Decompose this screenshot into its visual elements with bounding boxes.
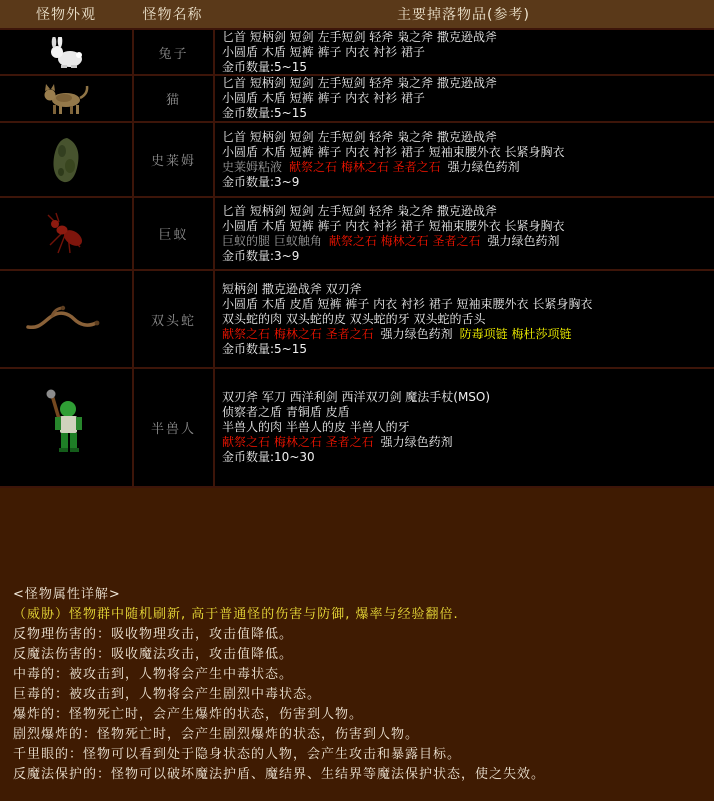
monster-row-ant bbox=[0, 196, 714, 269]
drop-line bbox=[222, 106, 714, 121]
drop-items-segment: 强力绿色药剂 bbox=[380, 326, 453, 341]
table-header-row bbox=[0, 0, 714, 28]
monster-row-snake bbox=[0, 269, 714, 367]
drop-line bbox=[222, 390, 714, 405]
monster-name: 史莱姆 bbox=[150, 154, 196, 169]
drop-line bbox=[222, 297, 714, 312]
drop-line bbox=[222, 204, 714, 219]
orc-sprite-icon bbox=[38, 387, 94, 469]
drop-line bbox=[222, 249, 714, 264]
monster-name-cell bbox=[132, 76, 213, 121]
note-line: 巨毒的：被攻击到，人物将会产生剧烈中毒状态。 bbox=[13, 687, 322, 702]
drop-line bbox=[222, 30, 714, 45]
note-line: （威胁）怪物群中随机刷新, 高于普通怪的伤害与防御, 爆率与经验翻倍. bbox=[13, 607, 459, 622]
column-header-name: 怪物名称 bbox=[142, 7, 203, 23]
monster-name-cell bbox=[132, 271, 213, 367]
drop-items-segment: 小圆盾 木盾 短裤 裤子 内衣 衬衫 裙子 bbox=[222, 91, 425, 105]
drop-items-segment: 强力绿色药剂 bbox=[487, 233, 560, 248]
drop-line bbox=[222, 76, 714, 91]
drop-items-segment: 小圆盾 木盾 短裤 裤子 内衣 衬衫 裙子 bbox=[222, 45, 425, 59]
monster-row-rabbit bbox=[0, 28, 714, 74]
monster-drops-cell bbox=[213, 271, 714, 367]
drop-line bbox=[222, 342, 714, 357]
drop-items-segment: 巨蚁的腿 巨蚁触角 bbox=[222, 233, 322, 248]
drop-line bbox=[222, 282, 714, 297]
drop-items-segment: 强力绿色药剂 bbox=[380, 435, 453, 449]
drop-items-segment: 金币数量:3~9 bbox=[222, 174, 300, 189]
note-line: 反物理伤害的：吸收物理攻击，攻击值降低。 bbox=[13, 627, 294, 642]
monster-name-cell bbox=[132, 30, 213, 75]
monster-name: 猫 bbox=[165, 93, 181, 108]
monster-drops-cell bbox=[213, 369, 714, 486]
monster-name-cell bbox=[132, 123, 213, 196]
drop-line bbox=[222, 234, 714, 249]
monster-appearance-cell bbox=[0, 123, 132, 196]
drop-items-segment: 匕首 短柄剑 短剑 左手短剑 轻斧 枭之斧 撒克逊战斧 bbox=[222, 129, 497, 144]
drop-items-segment: 献祭之石 梅林之石 圣者之石 bbox=[289, 159, 441, 174]
drop-items-segment: 金币数量:3~9 bbox=[222, 248, 300, 263]
monster-appearance-cell bbox=[0, 76, 132, 121]
drop-line bbox=[222, 435, 714, 450]
note-line: 剧烈爆炸的：怪物死亡时，会产生剧烈爆炸的状态，伤害到人物。 bbox=[13, 727, 420, 742]
monster-appearance-cell bbox=[0, 271, 132, 367]
monster-row-cat bbox=[0, 74, 714, 121]
drop-line bbox=[222, 130, 714, 145]
ant-sprite-icon bbox=[42, 211, 90, 257]
drop-items-segment: 史莱姆粘液 bbox=[222, 159, 283, 174]
note-line: 千里眼的：怪物可以看到处于隐身状态的人物，会产生攻击和暴露目标。 bbox=[13, 747, 462, 762]
cat-sprite-icon bbox=[40, 82, 92, 116]
drop-line bbox=[222, 405, 714, 420]
drop-line bbox=[222, 312, 714, 327]
monster-name: 兔子 bbox=[158, 47, 189, 62]
slime-sprite-icon bbox=[49, 136, 83, 184]
notes-lines bbox=[13, 608, 714, 782]
monster-drops-cell bbox=[213, 123, 714, 196]
drop-items-segment: 金币数量:5~15 bbox=[222, 60, 308, 74]
monster-row-slime bbox=[0, 121, 714, 196]
drop-items-segment: 金币数量:10~30 bbox=[222, 450, 315, 464]
drop-items-segment: 金币数量:5~15 bbox=[222, 341, 308, 356]
drop-line bbox=[222, 327, 714, 342]
monster-name: 双头蛇 bbox=[150, 313, 196, 329]
monster-name: 巨蚁 bbox=[158, 228, 189, 243]
drop-items-segment: 防毒项链 梅杜莎项链 bbox=[459, 326, 572, 341]
drop-items-segment: 献祭之石 梅林之石 圣者之石 bbox=[222, 326, 374, 341]
drop-line bbox=[222, 160, 714, 175]
note-line: 反魔法伤害的：吸收魔法攻击，攻击值降低。 bbox=[13, 647, 294, 662]
drop-line bbox=[222, 175, 714, 190]
monster-name-cell bbox=[132, 369, 213, 486]
drop-items-segment: 侦察者之盾 青铜盾 皮盾 bbox=[222, 405, 350, 419]
table-body bbox=[0, 28, 714, 486]
drop-items-segment: 小圆盾 木盾 短裤 裤子 内衣 衬衫 裙子 短袖束腰外衣 长紧身胸衣 bbox=[222, 218, 565, 233]
monster-drops-cell bbox=[213, 30, 714, 75]
monster-row-orc bbox=[0, 367, 714, 486]
monster-appearance-cell bbox=[0, 369, 132, 486]
monster-appearance-cell bbox=[0, 198, 132, 269]
drop-items-segment: 短柄剑 撒克逊战斧 双刃斧 bbox=[222, 281, 362, 296]
drop-items-segment: 匕首 短柄剑 短剑 左手短剑 轻斧 枭之斧 撒克逊战斧 bbox=[222, 76, 497, 90]
drop-items-segment: 献祭之石 梅林之石 圣者之石 bbox=[222, 435, 374, 449]
drop-items-segment: 强力绿色药剂 bbox=[447, 159, 520, 174]
monster-drops-cell bbox=[213, 198, 714, 269]
column-header-appearance: 怪物外观 bbox=[36, 7, 96, 23]
drop-line bbox=[222, 45, 714, 60]
monster-attributes-section bbox=[0, 488, 714, 782]
note-line: 爆炸的：怪物死亡时，会产生爆炸的状态，伤害到人物。 bbox=[13, 707, 364, 722]
drop-items-segment: 金币数量:5~15 bbox=[222, 106, 308, 120]
monster-drops-cell bbox=[213, 76, 714, 121]
snake-sprite-icon bbox=[24, 303, 108, 335]
drop-line bbox=[222, 145, 714, 160]
monster-name: 半兽人 bbox=[150, 422, 196, 437]
monster-appearance-cell bbox=[0, 30, 132, 75]
drop-line bbox=[222, 219, 714, 234]
monster-name-cell bbox=[132, 198, 213, 269]
drop-items-segment: 半兽人的肉 半兽人的皮 半兽人的牙 bbox=[222, 420, 410, 434]
notes-title: <怪物属性详解> bbox=[13, 587, 121, 602]
drop-items-segment: 双刃斧 军刀 西洋利剑 西洋双刃剑 魔法手杖(MSO) bbox=[222, 390, 491, 404]
rabbit-sprite-icon bbox=[46, 37, 86, 69]
drop-line bbox=[222, 91, 714, 106]
drop-items-segment: 匕首 短柄剑 短剑 左手短剑 轻斧 枭之斧 撒克逊战斧 bbox=[222, 30, 497, 44]
note-line: 反魔法保护的：怪物可以破坏魔法护盾、魔结界、生结界等魔法保护状态，使之失效。 bbox=[13, 767, 546, 782]
drop-items-segment: 献祭之石 梅林之石 圣者之石 bbox=[328, 233, 481, 248]
column-header-drops: 主要掉落物品(参考) bbox=[397, 7, 530, 23]
note-line: 中毒的：被攻击到，人物将会产生中毒状态。 bbox=[13, 667, 294, 682]
drop-items-segment: 双头蛇的肉 双头蛇的皮 双头蛇的牙 双头蛇的舌头 bbox=[222, 311, 486, 326]
drop-line bbox=[222, 450, 714, 465]
drop-items-segment: 小圆盾 木盾 皮盾 短裤 裤子 内衣 衬衫 裙子 短袖束腰外衣 长紧身胸衣 bbox=[222, 296, 593, 311]
drop-items-segment: 匕首 短柄剑 短剑 左手短剑 轻斧 枭之斧 撒克逊战斧 bbox=[222, 203, 497, 218]
drop-line bbox=[222, 60, 714, 75]
drop-items-segment: 小圆盾 木盾 短裤 裤子 内衣 衬衫 裙子 短袖束腰外衣 长紧身胸衣 bbox=[222, 144, 565, 159]
drop-line bbox=[222, 420, 714, 435]
